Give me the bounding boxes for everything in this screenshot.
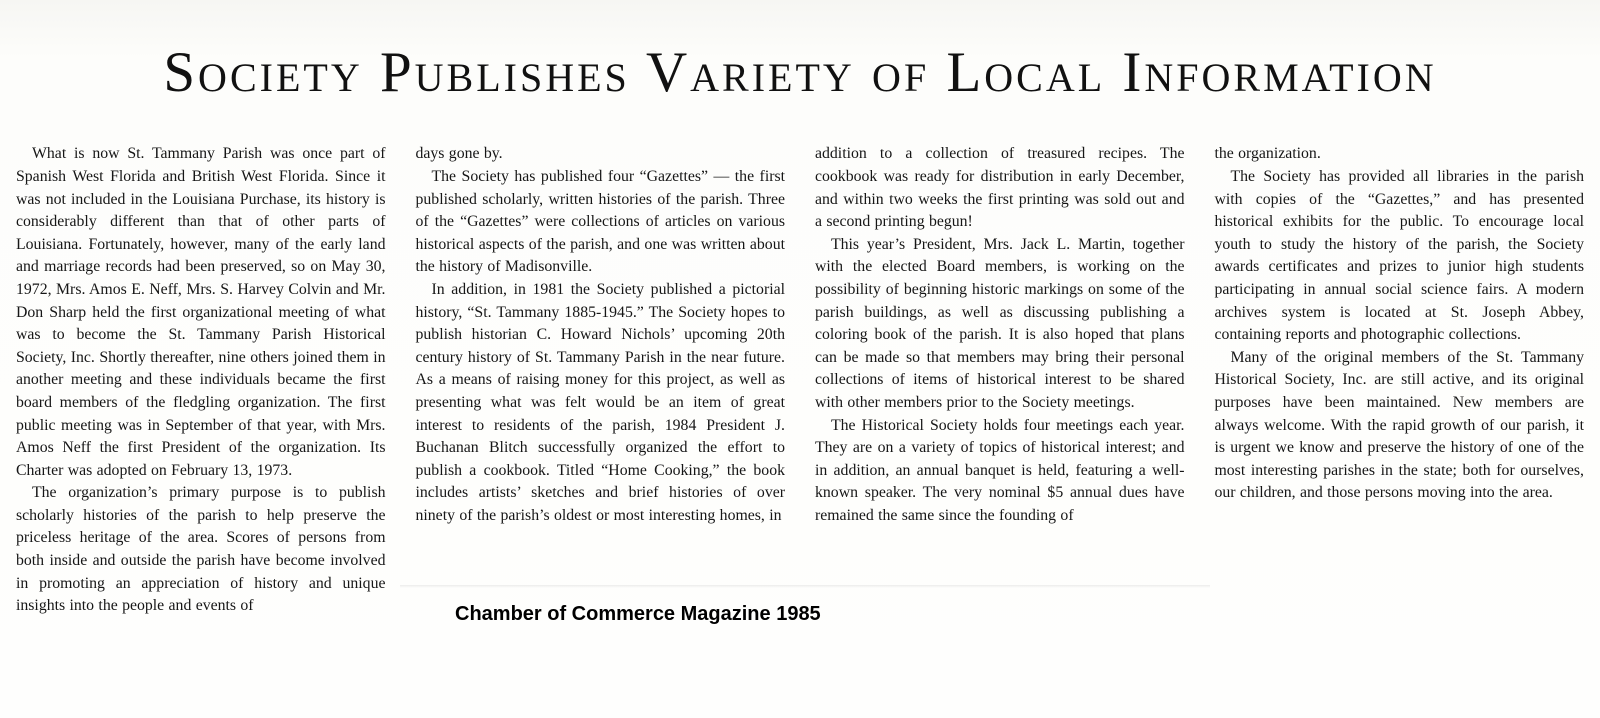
article-columns <box>0 143 1600 617</box>
article-paragraph: In addition, in 1981 the Society published a pictorial history, “St. Tammany 1885-1945.” The Society hopes to publish historian C. Howard Nichols’ upcoming 20th century history of St. Tammany Parish in the near future. As a means of raising money for this project, as well as presenting what was felt would be an item of great interest to residents of the parish, 1984 President J. Buchanan Blitch successfully organized the effort to publish a cookbook. Titled “Home Cooking,” the book includes artists’ sketches and brief histories of over ninety of the parish’s oldest or most interesting homes, in <box>415 280 785 524</box>
article-paragraph: days gone by. <box>415 145 503 163</box>
article-paragraph: The Society has published four “Gazettes” — the first published scholarly, written histories of the parish. Three of the “Gazettes” were collections of articles on various historical aspects of the parish, and one was written about the history of Madisonville. <box>415 167 785 276</box>
article-headline: Society Publishes Variety of Local Information <box>163 41 1437 105</box>
article-paragraph: the organization. <box>1214 145 1321 163</box>
article-paragraph: Many of the original members of the St. Tammany Historical Society, Inc. are still active, and its original purposes have been maintained. New members are always welcome. With the rapid growth of our parish, it is urgent we know and preserve the history of one of the most interesting parishes in the state; both for ourselves, our children, and those persons moving into the area. <box>1214 348 1584 502</box>
article-paragraph: What is now St. Tammany Parish was once part of Spanish West Florida and British West Florida. Since it was not included in the Louisiana Purchase, its history is considerably different than that of other parts of Louisiana. Fortunately, however, many of the early land and marriage records had been preserved, so on May 30, 1972, Mrs. Amos E. Neff, Mrs. S. Harvey Colvin and Mr. Don Sharp held the first organizational meeting of what was to become the St. Tammany Parish Historical Society, Inc. Shortly thereafter, nine others joined them in another meeting and these individuals became the first board members of the fledgling organization. The first public meeting was in September of that year, with Mrs. Amos Neff the first President of the organization. Its Charter was adopted on February 13, 1973. <box>16 145 386 479</box>
article-paragraph: The organization’s primary purpose is to publish scholarly histories of the parish to help preserve the priceless heritage of the area. Scores of persons from both inside and outside the parish have become involved in promoting an appreciation of history and unique insights into the people and events of <box>16 484 386 615</box>
scan-artifact-line <box>400 585 1210 588</box>
article-paragraph: This year’s President, Mrs. Jack L. Martin, together with the elected Board members, is working on the possibility of beginning historic markings on some of the parish buildings, as well as discussing publishing a coloring book of the parish. It is also hoped that plans can be made so that members may bring their personal collections of items of historical interest to be shared with other members prior to the Society meetings. <box>815 235 1185 411</box>
article-paragraph: The Society has provided all libraries in the parish with copies of the “Gazettes,” and has presented historical exhibits for the public. To encourage local youth to study the history of the parish, the Society awards certificates and prizes to junior high students participating in annual social science fairs. A modern archives system is located at St. Joseph Abbey, containing reports and photographic collections. <box>1214 167 1584 344</box>
article-column-4 <box>1215 143 1585 617</box>
article-column-2 <box>416 143 786 617</box>
article-paragraph: addition to a collection of treasured recipes. The cookbook was ready for distribution in early December, and within two weeks the first printing was sold out and a second printing begun! <box>815 145 1185 231</box>
source-caption: Chamber of Commerce Magazine 1985 <box>455 603 821 625</box>
article-column-3 <box>815 143 1185 617</box>
article-column-1 <box>16 143 386 617</box>
article-paragraph: The Historical Society holds four meetings each year. They are on a variety of topics of historical interest; and in addition, an annual banquet is held, featuring a well-known speaker. The very nominal $5 annual dues have remained the same since the founding of <box>815 416 1185 524</box>
